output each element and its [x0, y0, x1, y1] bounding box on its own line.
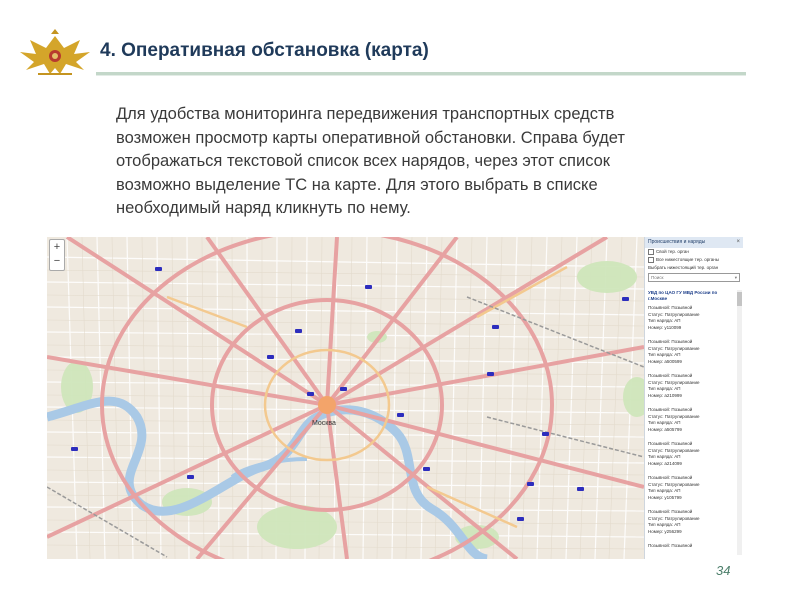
patrol-marker[interactable]	[365, 285, 372, 289]
patrol-marker[interactable]	[340, 387, 347, 391]
unit-list-item[interactable]	[645, 373, 737, 399]
unit-number: Номер: у110099	[648, 324, 682, 330]
unit-type: Тип наряда: АП	[648, 488, 681, 493]
map-city-label: Москва	[312, 420, 336, 427]
unit-status: Статус: Патрулирование	[648, 515, 700, 521]
panel-title: Происшествия и наряды	[648, 239, 706, 245]
unit-callsign: Позывной: Позывной	[648, 441, 693, 446]
panel-header	[645, 237, 743, 248]
unit-callsign: Позывной: Позывной	[648, 407, 693, 412]
units-list	[645, 290, 737, 558]
page-number: 34	[716, 563, 731, 578]
unit-list-item[interactable]	[645, 543, 737, 550]
unit-list-item[interactable]	[645, 305, 737, 331]
patrol-marker[interactable]	[397, 413, 404, 417]
map-zoom-control	[49, 239, 65, 271]
chevron-down-icon: ▾	[734, 275, 737, 280]
patrol-marker[interactable]	[295, 329, 302, 333]
patrol-marker[interactable]	[155, 267, 162, 271]
patrol-marker[interactable]	[577, 487, 584, 491]
unit-callsign: Позывной: Позывной	[648, 543, 693, 548]
unit-type: Тип наряда: АП	[648, 352, 681, 357]
checkbox-subordinate-organs[interactable]: Все нижестоящие тер. органы	[645, 256, 743, 264]
unit-status: Статус: Патрулирование	[648, 345, 700, 351]
units-panel	[644, 237, 743, 559]
units-list-header: УВД по ЦАО ГУ МВД России по г.Москве	[648, 290, 718, 301]
page-title: 4. Оперативная обстановка (карта)	[100, 40, 429, 61]
patrol-marker[interactable]	[487, 372, 494, 376]
unit-type: Тип наряда: АП	[648, 386, 681, 391]
units-list-items	[645, 305, 737, 550]
unit-status: Статус: Патрулирование	[648, 481, 700, 487]
patrol-marker[interactable]	[267, 355, 274, 359]
unit-list-item[interactable]	[645, 441, 737, 467]
zoom-out-button[interactable]: −	[53, 255, 61, 267]
unit-callsign: Позывной: Позывной	[648, 475, 693, 480]
patrol-marker[interactable]	[492, 325, 499, 329]
checkbox-own-organ[interactable]: Свой тер. орган	[645, 248, 743, 256]
unit-number: Номер: а505799	[648, 426, 682, 432]
unit-type: Тип наряда: АП	[648, 420, 681, 425]
units-list-scrollbar[interactable]	[737, 290, 742, 555]
emblem-icon	[16, 28, 94, 84]
title-divider-shadow	[96, 75, 746, 76]
unit-number: Номер: а210999	[648, 392, 682, 398]
patrol-marker[interactable]	[527, 482, 534, 486]
patrol-marker[interactable]	[542, 432, 549, 436]
unit-callsign: Позывной: Позывной	[648, 509, 693, 514]
patrol-marker[interactable]	[187, 475, 194, 479]
patrol-marker[interactable]	[307, 392, 314, 396]
patrol-marker[interactable]	[423, 467, 430, 471]
unit-type: Тип наряда: АП	[648, 522, 681, 527]
city-center-marker	[318, 396, 336, 414]
close-icon[interactable]: ×	[736, 239, 740, 245]
unit-type: Тип наряда: АП	[648, 454, 681, 459]
organ-select[interactable]: Поиск ▾	[648, 273, 740, 282]
unit-number: Номер: у105799	[648, 494, 682, 500]
patrol-marker[interactable]	[517, 517, 524, 521]
patrol-marker[interactable]	[71, 447, 78, 451]
zoom-in-button[interactable]: +	[53, 241, 61, 253]
unit-callsign: Позывной: Позывной	[648, 339, 693, 344]
unit-callsign: Позывной: Позывной	[648, 305, 693, 310]
unit-status: Статус: Патрулирование	[648, 311, 700, 317]
unit-list-item[interactable]	[645, 475, 737, 501]
unit-callsign: Позывной: Позывной	[648, 373, 693, 378]
unit-number: Номер: а214099	[648, 460, 682, 466]
slide-description: Для удобства мониторинга передвижения транспортных средств возможен просмотр карты оперативной обстановки. Справа будет отображаться текстовой список всех нарядов, через этот список возможно выделение ТС на карте. Для этого выбрать в списке необходимый наряд кликнуть по нему.	[116, 105, 625, 217]
city-map[interactable]	[47, 237, 644, 559]
select-label: Выбрать нижестоящий тер. орган	[648, 265, 719, 270]
unit-status: Статус: Патрулирование	[648, 379, 700, 385]
unit-list-item[interactable]	[645, 407, 737, 433]
unit-type: Тип наряда: АП	[648, 318, 681, 323]
unit-number: Номер: а500599	[648, 358, 682, 364]
unit-status: Статус: Патрулирование	[648, 447, 700, 453]
unit-list-item[interactable]	[645, 339, 737, 365]
map-canvas[interactable]	[47, 237, 644, 559]
patrol-marker[interactable]	[622, 297, 629, 301]
unit-number: Номер: у256299	[648, 528, 682, 534]
unit-status: Статус: Патрулирование	[648, 413, 700, 419]
unit-list-item[interactable]	[645, 509, 737, 535]
